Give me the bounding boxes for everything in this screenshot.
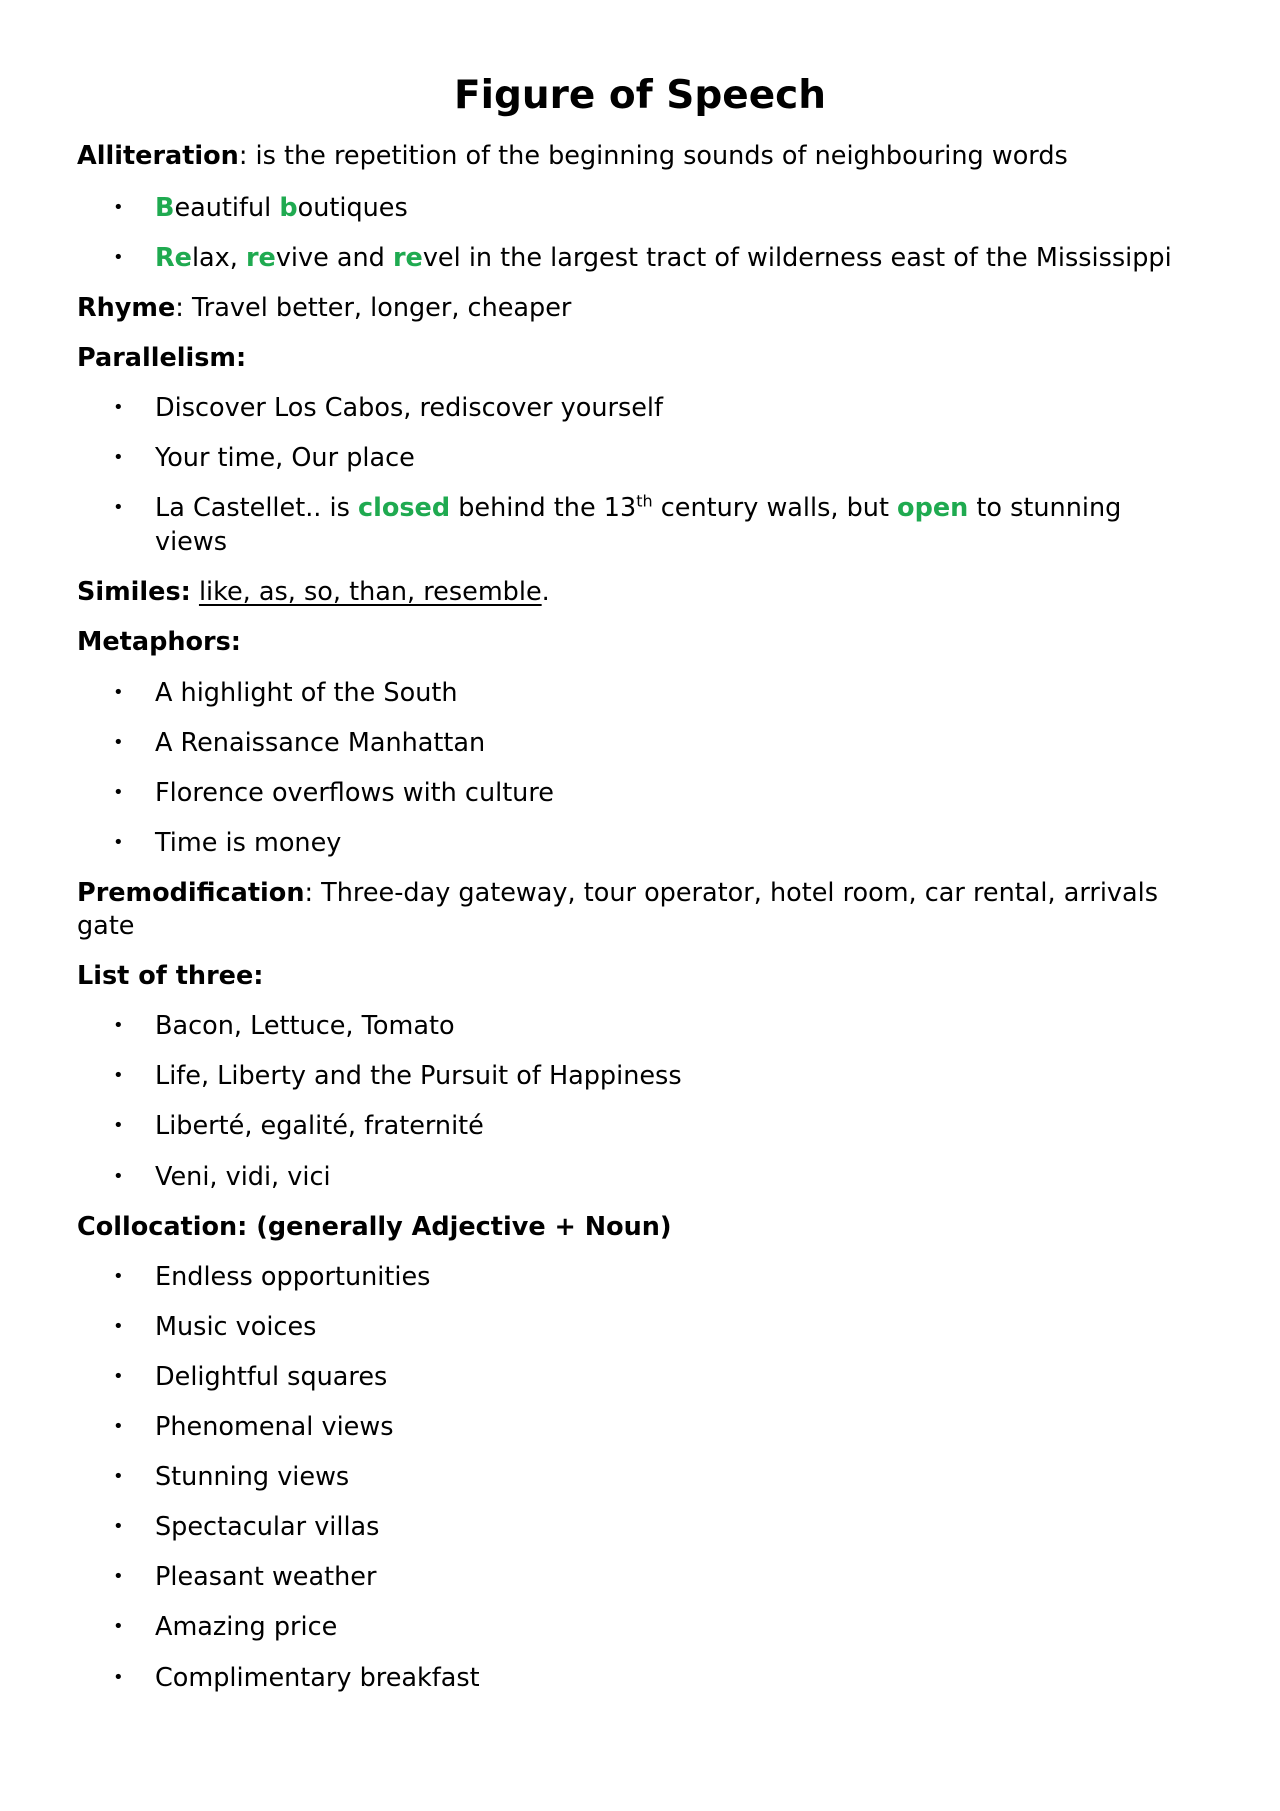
list-item: • Florence overflows with culture [113, 778, 554, 808]
alliteration-text: : is the repetition of the beginning sounds of neighbouring words [238, 141, 1068, 171]
bullet-icon: • [113, 782, 124, 803]
parallelism-heading: Parallelism: [77, 343, 247, 373]
alliteration-definition [77, 140, 1068, 172]
bullet-icon: • [113, 1115, 124, 1136]
list-item: • Delightful squares [113, 1362, 388, 1392]
similes-heading: Similes: [77, 577, 191, 607]
list-item: • Life, Liberty and the Pursuit of Happiness [113, 1061, 682, 1091]
bullet-icon: • [113, 1166, 124, 1187]
premodification-line: Premodification: Three-day gateway, tour operator, hotel room, car rental, arrivals [77, 878, 1159, 908]
bullet-icon: • [113, 447, 124, 468]
premodification-heading: Premodification [77, 878, 305, 908]
bullet-icon: • [113, 1566, 124, 1587]
list-item: • Phenomenal views [113, 1412, 394, 1442]
bullet-icon: • [113, 1416, 124, 1437]
alliteration-heading: Alliteration [77, 141, 239, 171]
bullet-icon: • [113, 732, 124, 753]
rhyme-line: Rhyme: Travel better, longer, cheaper [77, 293, 572, 323]
bullet-icon: • [113, 1015, 124, 1036]
list-item: • Pleasant weather [113, 1562, 377, 1592]
bullet-icon: • [113, 1667, 124, 1688]
rhyme-heading: Rhyme [77, 293, 176, 323]
premodification-line-continued: gate [77, 911, 135, 941]
bullet-icon: • [113, 397, 124, 418]
list-item: • A highlight of the South [113, 678, 458, 708]
list-item: • Relax, revive and revel in the largest tract of wilderness east of the Mississippi [113, 243, 1172, 273]
list-item: • Beautiful boutiques [113, 193, 408, 223]
bullet-icon: • [113, 1616, 124, 1637]
page-title: Figure of Speech [453, 73, 827, 118]
list-item: • Bacon, Lettuce, Tomato [113, 1011, 455, 1041]
bullet-icon: • [113, 497, 124, 518]
list-item: • Liberté, egalité, fraternité [113, 1111, 484, 1141]
list-item: • Music voices [113, 1312, 317, 1342]
list-item: • A Renaissance Manhattan [113, 728, 486, 758]
bullet-icon: • [113, 1316, 124, 1337]
list-item: • Veni, vidi, vici [113, 1162, 331, 1192]
collocation-heading: Collocation: (generally Adjective + Noun) [77, 1212, 672, 1242]
bullet-icon: • [113, 197, 124, 218]
list-item: • Endless opportunities [113, 1262, 431, 1292]
list-item: • Your time, Our place [113, 443, 415, 473]
bullet-icon: • [113, 682, 124, 703]
list-item: • Spectacular villas [113, 1512, 380, 1542]
similes-line: Similes: like, as, so, than, resemble. [77, 577, 550, 607]
bullet-icon: • [113, 1516, 124, 1537]
bullet-icon: • [113, 1466, 124, 1487]
list-item: • La Castellet.. is closed behind the 13th century walls, but open to stunning [113, 491, 1122, 523]
bullet-icon: • [113, 832, 124, 853]
bullet-icon: • [113, 1366, 124, 1387]
bullet-icon: • [113, 1065, 124, 1086]
list-item: • Complimentary breakfast [113, 1663, 480, 1693]
bullet-icon: • [113, 247, 124, 268]
list-item-continuation: views [155, 527, 228, 557]
bullet-icon: • [113, 1266, 124, 1287]
list-item: • Time is money [113, 828, 342, 858]
list-of-three-heading: List of three: [77, 961, 264, 991]
list-item: • Amazing price [113, 1612, 338, 1642]
list-item: • Discover Los Cabos, rediscover yourself [113, 393, 663, 423]
list-item: • Stunning views [113, 1462, 350, 1492]
metaphors-heading: Metaphors: [77, 627, 241, 657]
